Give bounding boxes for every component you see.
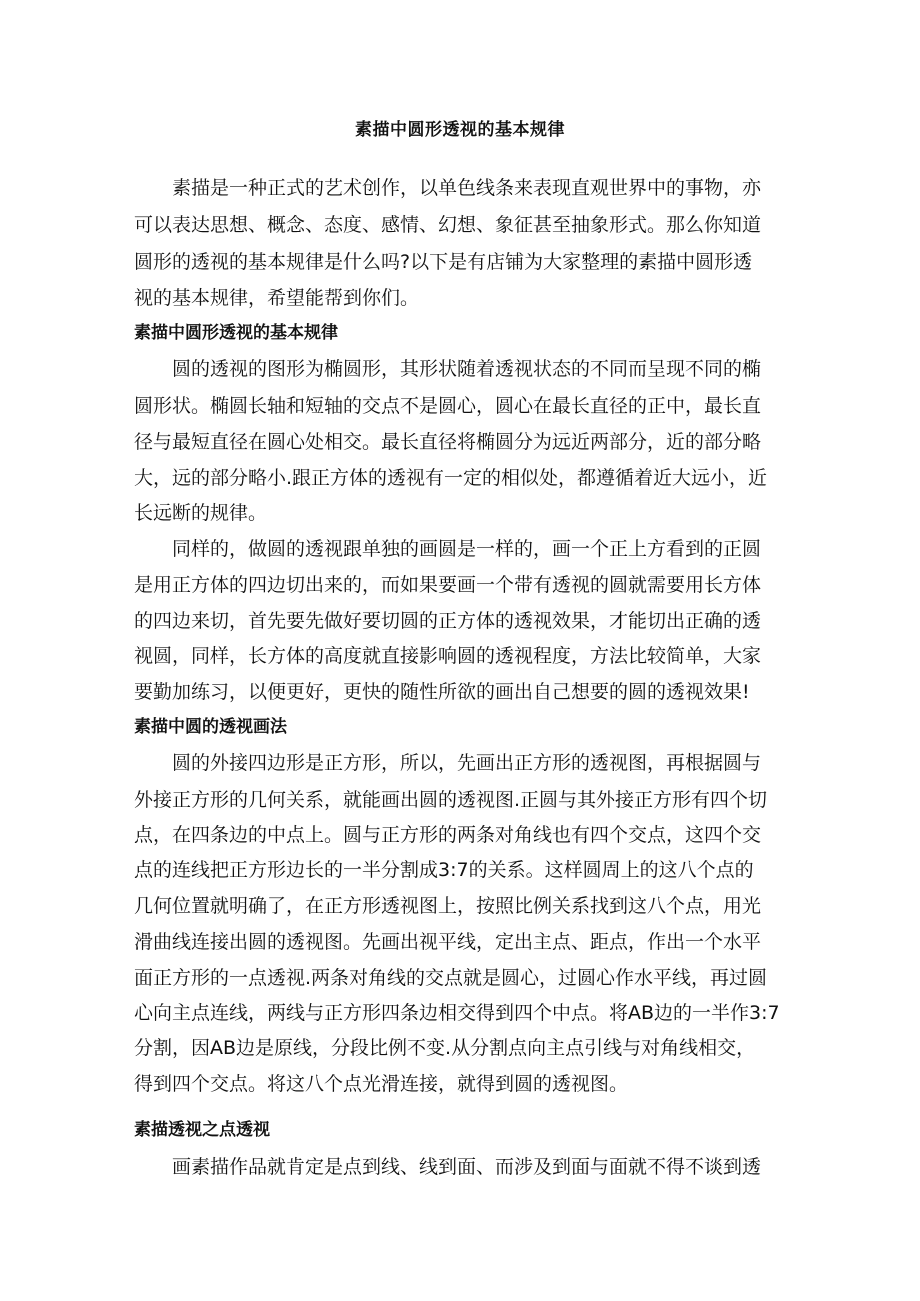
document-title: 素描中圆形透视的基本规律 xyxy=(355,120,565,140)
paragraph-line: 心向主点连线，两线与正方形四条边相交得到四个中点。将AB边的一半作3:7 xyxy=(134,1002,780,1024)
section-heading: 素描中圆形透视的基本规律 xyxy=(134,323,338,343)
paragraph-line: 得到四个交点。将这八个点光滑连接，就得到圆的透视图。 xyxy=(134,1073,629,1095)
paragraph-line: 圆的透视的图形为椭圆形，其形状随着透视状态的不同而呈现不同的椭 xyxy=(172,358,762,380)
paragraph-line: 长远断的规律。 xyxy=(134,502,268,524)
section-heading: 素描透视之点透视 xyxy=(134,1120,270,1140)
paragraph-line: 要勤加练习，以便更好，更快的随性所欲的画出自己想要的圆的透视效果! xyxy=(134,681,750,703)
paragraph-line: 外接正方形的几何关系，就能画出圆的透视图.正圆与其外接正方形有四个切 xyxy=(134,789,768,811)
paragraph-line: 圆的外接四边形是正方形，所以，先画出正方形的透视图，再根据圆与 xyxy=(172,752,762,774)
intro-line: 圆形的透视的基本规律是什么吗?以下是有店铺为大家整理的素描中圆形透 xyxy=(134,251,753,273)
paragraph-line: 圆形状。椭圆长轴和短轴的交点不是圆心，圆心在最长直径的正中，最长直 xyxy=(134,395,762,417)
paragraph-line: 面正方形的一点透视.两条对角线的交点就是圆心，过圆心作水平线，再过圆 xyxy=(134,967,768,989)
paragraph-line: 分割，因AB边是原线，分段比例不变.从分割点向主点引线与对角线相交， xyxy=(134,1037,756,1059)
intro-line: 视的基本规律，希望能帮到你们。 xyxy=(134,287,420,309)
intro-line: 可以表达思想、概念、态度、感情、幻想、象征甚至抽象形式。那么你知道 xyxy=(134,214,762,236)
intro-line: 素描是一种正式的艺术创作，以单色线条来表现直观世界中的事物，亦 xyxy=(172,177,762,199)
paragraph-line: 画素描作品就肯定是点到线、线到面、而涉及到面与面就不得不谈到透 xyxy=(172,1156,762,1178)
paragraph-line: 是用正方体的四边切出来的，而如果要画一个带有透视的圆就需要用长方体 xyxy=(134,574,762,596)
paragraph-line: 大，远的部分略小.跟正方体的透视有一定的相似处，都遵循着近大远小，近 xyxy=(134,467,768,489)
paragraph-line: 点，在四条边的中点上。圆与正方形的两条对角线也有四个交点，这四个交 xyxy=(134,824,762,846)
paragraph-line: 径与最短直径在圆心处相交。最长直径将椭圆分为远近两部分，近的部分略 xyxy=(134,431,762,453)
paragraph-line: 几何位置就明确了，在正方形透视图上，按照比例关系找到这八个点，用光 xyxy=(134,895,762,917)
section-heading: 素描中圆的透视画法 xyxy=(134,717,287,737)
paragraph-line: 同样的，做圆的透视跟单独的画圆是一样的，画一个正上方看到的正圆 xyxy=(172,538,762,560)
paragraph-line: 的四边来切，首先要先做好要切圆的正方体的透视效果，才能切出正确的透 xyxy=(134,610,762,632)
paragraph-line: 滑曲线连接出圆的透视图。先画出视平线，定出主点、距点，作出一个水平 xyxy=(134,931,762,953)
paragraph-line: 点的连线把正方形边长的一半分割成3:7的关系。这样圆周上的这八个点的 xyxy=(134,859,754,881)
paragraph-line: 视圆，同样，长方体的高度就直接影响圆的透视程度，方法比较简单，大家 xyxy=(134,645,762,667)
